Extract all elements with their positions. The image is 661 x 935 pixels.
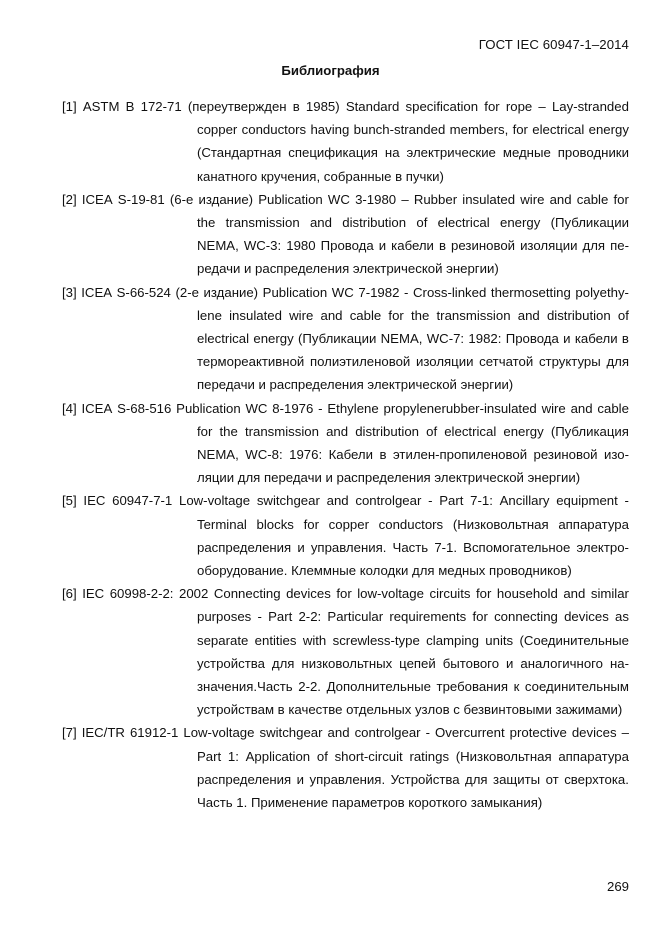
bibliography-item-line: Terminal blocks for copper conductors (Низковольтная аппаратура xyxy=(197,516,629,532)
bibliography-item-line: electrical energy (Публикации NEMA, WC-7: 1982: Провода и кабели в xyxy=(197,331,629,347)
bibliography-item-first-line: [5] IEC 60947-7-1 Low-voltage switchgear and controlgear - Part 7-1: Ancillary equipment - xyxy=(62,493,629,509)
document-header: ГОСТ IEC 60947-1–2014 xyxy=(478,37,629,52)
bibliography-item-line: редачи и распределения электрической энергии) xyxy=(197,261,499,277)
page-number: 269 xyxy=(606,879,629,894)
bibliography-item-line: ляции для передачи и распределения электрической энергии) xyxy=(197,470,581,486)
bibliography-item-line: распределения и управления. Устройства для защиты от сверхтока. xyxy=(197,771,629,787)
bibliography-item-line: значения.Часть 2-2. Дополнительные требования к соединительным xyxy=(197,679,629,695)
bibliography-item xyxy=(62,489,629,582)
bibliography-item-line: устройствам в качестве отдельных узлов с безвинтовыми зажимами) xyxy=(197,702,623,718)
bibliography-item-line: NEMA, WC-8: 1976: Кабели в этилен-пропиленовой резиновой изо- xyxy=(197,447,629,463)
bibliography-item-line: NEMA, WC-3: 1980 Провода и кабели в резиновой изоляции для пе- xyxy=(197,238,629,254)
bibliography-item-first-line: [2] ICEA S-19-81 (6-е издание) Publication WC 3-1980 – Rubber insulated wire and cable for xyxy=(62,191,629,207)
bibliography-item-line: распределения и управления. Часть 7-1. Вспомогательное электро- xyxy=(197,539,629,555)
bibliography-item xyxy=(62,95,629,188)
bibliography-item xyxy=(62,582,629,721)
bibliography-item-line: lene insulated wire and cable for the transmission and distribution of xyxy=(197,307,629,323)
bibliography-item-line: (Стандартная спецификация на электрические медные проводники xyxy=(197,145,629,161)
bibliography-item-line: оборудование. Клеммные колодки для медных проводников) xyxy=(197,563,572,579)
bibliography-item xyxy=(62,281,629,397)
bibliography-item-first-line: [3] ICEA S-66-524 (2-е издание) Publication WC 7-1982 - Cross-linked thermosetting polyethy- xyxy=(62,284,629,300)
bibliography-item-first-line: [4] ICEA S-68-516 Publication WC 8-1976 - Ethylene propylenerubber-insulated wire and cable xyxy=(62,400,629,416)
bibliography-item-line: Часть 1. Применение параметров короткого замыкания) xyxy=(197,795,543,811)
bibliography-item-line: термореактивной полиэтиленовой изоляции сетчатой структуры для xyxy=(197,354,629,370)
bibliography-item-first-line: [1] ASTM B 172-71 (переутвержден в 1985) Standard specification for rope – Lay-stranded xyxy=(62,99,629,114)
section-title: Библиография xyxy=(281,63,380,78)
bibliography-item xyxy=(62,721,629,814)
bibliography-item-line: for the transmission and distribution of electrical energy (Публикация xyxy=(197,423,629,439)
bibliography-item-line: передачи и распределения электрической энергии) xyxy=(197,377,514,393)
bibliography-item-first-line: [7] IEC/TR 61912-1 Low-voltage switchgear and controlgear - Overcurrent protective devices – xyxy=(62,725,629,741)
bibliography-item-line: purposes - Part 2-2: Particular requirements for connecting devices as xyxy=(197,609,629,625)
bibliography-item xyxy=(62,397,629,490)
bibliography-item-line: separate entities with screwless-type clamping units (Соединительные xyxy=(197,632,629,648)
bibliography-item xyxy=(62,188,629,281)
bibliography-item-line: copper conductors having bunch-stranded members, for electrical energy xyxy=(197,122,629,138)
bibliography-item-line: the transmission and distribution of electrical energy (Публикации xyxy=(197,215,629,231)
bibliography-item-line: устройства для низковольтных цепей бытового и аналогичного на- xyxy=(197,655,629,671)
bibliography-item-first-line: [6] IEC 60998-2-2: 2002 Connecting devices for low-voltage circuits for household and similar xyxy=(62,586,629,602)
bibliography-list xyxy=(62,95,629,814)
bibliography-item-line: Part 1: Application of short-circuit ratings (Низковольтная аппаратура xyxy=(197,748,629,764)
bibliography-item-line: канатного кручения, собранные в пучки) xyxy=(197,168,444,184)
